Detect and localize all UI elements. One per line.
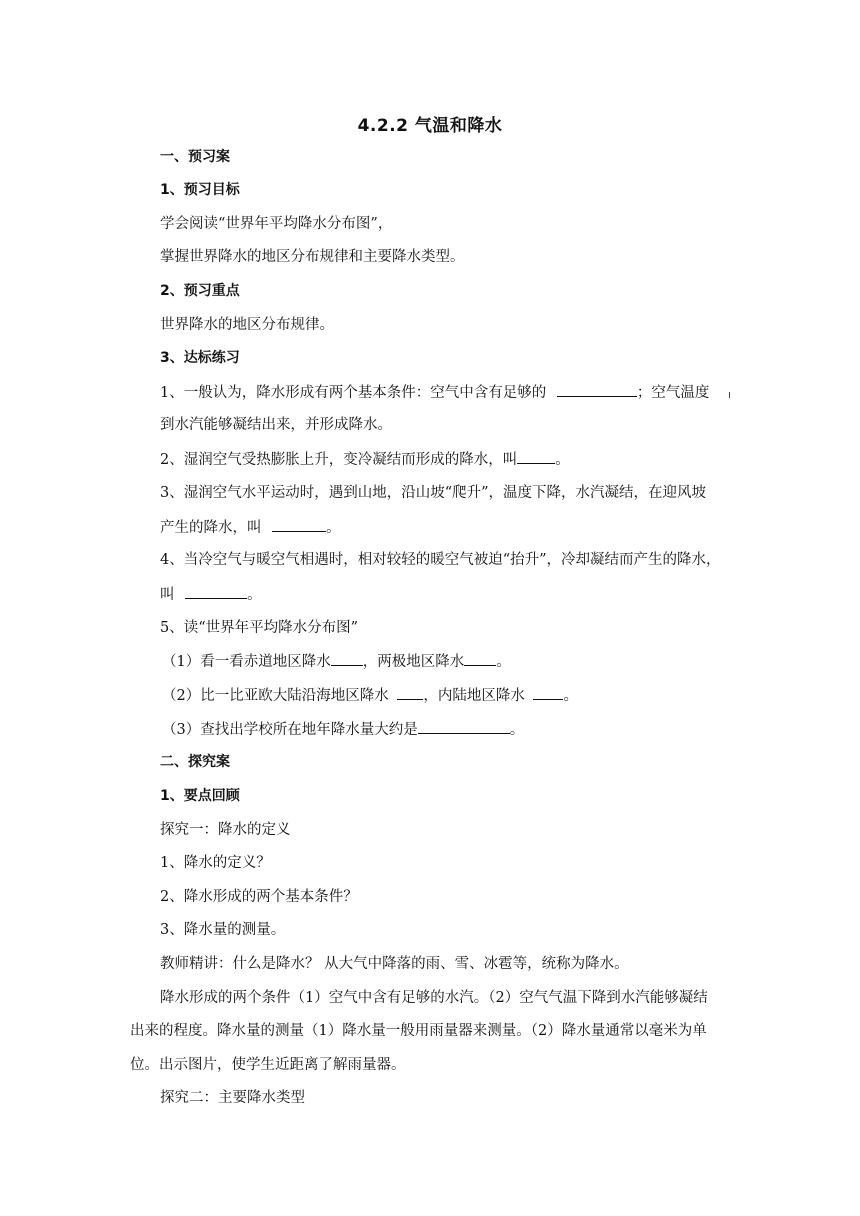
question-3-text-c: 。 xyxy=(326,520,341,536)
question-5: 5、读“世界年平均降水分布图” xyxy=(160,620,359,636)
question-5-1-text-c: 。 xyxy=(496,654,511,670)
paragraph-line-3: 位。出示图片，使学生近距离了解雨量器。 xyxy=(130,1057,406,1073)
question-5-2-text-b: ，内陆地区降水 xyxy=(423,688,525,704)
question-1-text-a: 1、一般认为，降水形成有两个基本条件：空气中含有足够的 xyxy=(160,385,547,401)
question-5-part-3 xyxy=(162,719,524,740)
section-heading-explore: 二、探究案 xyxy=(160,754,230,770)
paragraph-line-2: 出来的程度。降水量的测量（1）降水量一般用雨量器来测量。（2）降水量通常以毫米为单 xyxy=(130,1023,707,1039)
goal-line-1: 学会阅读“世界年平均降水分布图”， xyxy=(160,216,393,232)
review-item-1: 1、降水的定义？ xyxy=(160,855,271,871)
subheading-focus: 2、预习重点 xyxy=(160,283,240,299)
question-1-line-1 xyxy=(160,382,709,403)
review-item-2: 2、降水形成的两个基本条件？ xyxy=(160,889,358,905)
inquiry-1-heading: 探究一：降水的定义 xyxy=(160,822,291,838)
answer-blank[interactable] xyxy=(464,651,496,666)
margin-mark xyxy=(729,392,730,398)
question-4-text-c: 。 xyxy=(247,587,262,603)
answer-blank[interactable] xyxy=(517,449,555,464)
inquiry-2-heading: 探究二：主要降水类型 xyxy=(160,1090,305,1106)
answer-blank[interactable] xyxy=(185,584,247,599)
question-1-text-b: ；空气温度 xyxy=(636,385,710,401)
answer-blank[interactable] xyxy=(418,719,510,734)
question-5-2-text-c: 。 xyxy=(563,688,578,704)
focus-line: 世界降水的地区分布规律。 xyxy=(160,317,334,333)
subheading-review: 1、要点回顾 xyxy=(160,788,240,804)
question-2-text-a: 2、湿润空气受热膨胀上升，变冷凝结而形成的降水，叫 xyxy=(160,452,518,468)
question-1-line-2: 到水汽能够凝结出来，并形成降水。 xyxy=(160,417,392,433)
question-5-2-text-a: （2）比一比亚欧大陆沿海地区降水 xyxy=(162,688,389,704)
teacher-explanation: 教师精讲：什么是降水？ 从大气中降落的雨、雪、冰雹等，统称为降水。 xyxy=(160,956,629,972)
question-4-line-2 xyxy=(160,584,262,605)
goal-line-2: 掌握世界降水的地区分布规律和主要降水类型。 xyxy=(160,249,465,265)
question-3-line-1: 3、湿润空气水平运动时，遇到山地，沿山坡“爬升”，温度下降，水汽凝结，在迎风坡 xyxy=(160,485,707,501)
document-title: 4.2.2 气温和降水 xyxy=(357,116,503,136)
question-2-text-b: 。 xyxy=(555,452,570,468)
question-4-text-b: 叫 xyxy=(160,587,175,603)
answer-blank[interactable] xyxy=(557,382,637,397)
subheading-goal: 1、预习目标 xyxy=(160,182,240,198)
question-5-3-text-b: 。 xyxy=(509,722,525,738)
question-3-line-2 xyxy=(160,517,341,538)
answer-blank[interactable] xyxy=(533,685,563,700)
question-2 xyxy=(160,449,570,470)
question-5-3-text-a: （3）查找出学校所在地年降水量大约是 xyxy=(162,722,418,738)
question-5-part-1 xyxy=(162,651,511,672)
question-5-1-text-a: （1）看一看赤道地区降水 xyxy=(162,654,331,670)
review-item-3: 3、降水量的测量。 xyxy=(160,922,286,938)
subheading-exercise: 3、达标练习 xyxy=(160,350,240,366)
answer-blank[interactable] xyxy=(397,685,423,700)
question-4-line-1: 4、当冷空气与暖空气相遇时，相对较轻的暖空气被迫“抬升”，冷却凝结而产生的降水， xyxy=(160,552,721,568)
answer-blank[interactable] xyxy=(272,517,326,532)
answer-blank[interactable] xyxy=(331,651,363,666)
question-3-text-b: 产生的降水，叫 xyxy=(160,520,262,536)
question-5-1-text-b: ，两极地区降水 xyxy=(362,654,465,670)
question-5-part-2 xyxy=(162,685,578,706)
paragraph-line-1: 降水形成的两个条件（1）空气中含有足够的水汽。（2）空气气温下降到水汽能够凝结 xyxy=(160,990,708,1006)
section-heading-preview: 一、预习案 xyxy=(160,149,230,165)
